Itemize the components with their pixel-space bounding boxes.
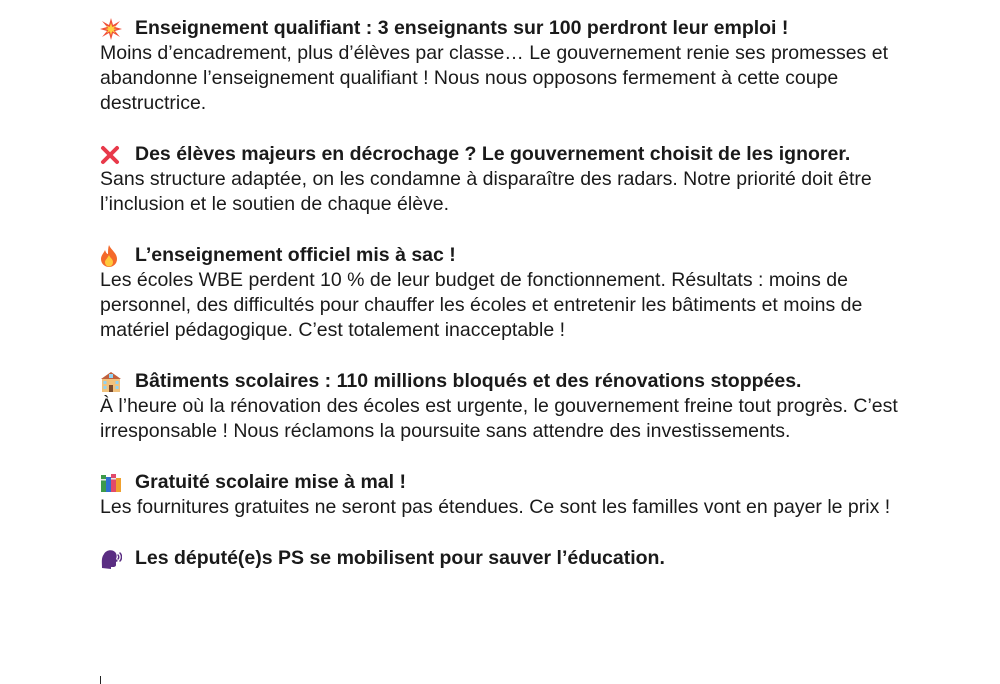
section-heading <box>100 243 900 268</box>
section-body-text: Les fournitures gratuites ne seront pas étendues. Ce sont les familles vont en payer le prix ! <box>100 496 891 518</box>
fire-icon <box>100 243 126 268</box>
section-heading <box>100 369 900 394</box>
school-icon <box>100 369 126 394</box>
section-heading <box>100 546 900 571</box>
section-gratuite-scolaire <box>100 470 900 520</box>
section-body-text: Moins d’encadrement, plus d’élèves par classe… Le gouvernement renie ses promesses et abandonne l’enseignement qualifiant ! Nous nous opposons fermement à cette coupe destructrice. <box>100 42 888 114</box>
section-heading <box>100 470 900 495</box>
document-body <box>100 16 900 597</box>
section-heading-text: Enseignement qualifiant : 3 enseignants sur 100 perdront leur emploi ! <box>135 17 789 39</box>
section-deputes-ps <box>100 546 900 571</box>
section-heading-text: L’enseignement officiel mis à sac ! <box>135 244 456 266</box>
section-heading <box>100 142 900 167</box>
section-eleves-majeurs <box>100 142 900 217</box>
section-heading-text: Les député(e)s PS se mobilisent pour sauver l’éducation. <box>135 547 665 569</box>
section-heading-text: Des élèves majeurs en décrochage ? Le gouvernement choisit de les ignorer. <box>135 143 851 165</box>
section-batiments-scolaires <box>100 369 900 444</box>
books-icon <box>100 470 126 495</box>
text-cursor <box>100 676 101 684</box>
section-heading-text: Bâtiments scolaires : 110 millions bloqués et des rénovations stoppées. <box>135 370 802 392</box>
section-heading-text: Gratuité scolaire mise à mal ! <box>135 471 406 493</box>
section-body-text: À l’heure où la rénovation des écoles est urgente, le gouvernement freine tout progrès. C’est irresponsable ! Nous réclamons la poursuite sans attendre des investissements. <box>100 395 898 442</box>
section-enseignement-qualifiant <box>100 16 900 116</box>
cross-mark-icon <box>100 142 126 167</box>
collision-icon <box>100 16 126 41</box>
section-body-text: Les écoles WBE perdent 10 % de leur budget de fonctionnement. Résultats : moins de personnel, des difficultés pour chauffer les écoles et entretenir les bâtiments et moins de matériel pédagogique. C’est totalement inacceptable ! <box>100 269 863 341</box>
speaking-head-icon <box>100 546 126 571</box>
section-heading <box>100 16 900 41</box>
section-body-text: Sans structure adaptée, on les condamne à disparaître des radars. Notre priorité doit être l’inclusion et le soutien de chaque élève. <box>100 168 872 215</box>
section-enseignement-officiel <box>100 243 900 343</box>
